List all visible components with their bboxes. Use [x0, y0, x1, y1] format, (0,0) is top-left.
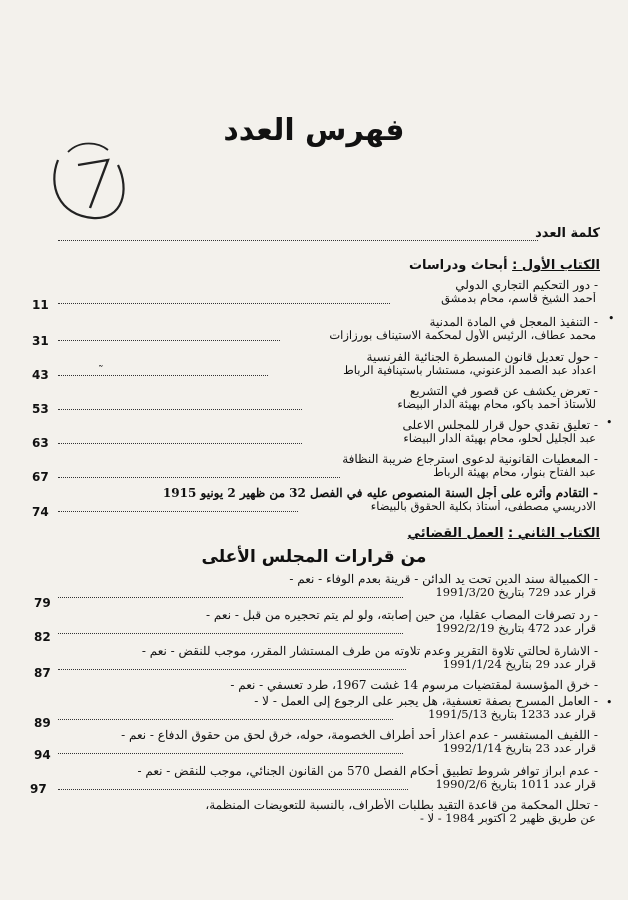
page-number: 82 — [34, 630, 51, 644]
entry-ref: قرار عدد 23 بتاريخ 1992/1/14 — [442, 742, 596, 756]
editorial-word: كلمة العدد — [535, 226, 600, 241]
page-number: 74 — [32, 505, 49, 519]
margin-mark: • — [606, 696, 613, 709]
entry-author: الادريسي مصطفى، أستاذ بكلية الحقوق بالبيضاء — [370, 500, 596, 514]
dotted-leader — [58, 511, 298, 512]
page-title: فهرس العدد — [223, 113, 405, 148]
entry-title: - التنفيذ المعجل في المادة المدنية — [429, 315, 598, 329]
toc-entry — [30, 678, 598, 692]
entry-title: - عدم ابراز توافر شروط تطبيق أحكام الفصل 570 من القانون الجنائي، موجب للنقض - نعم - — [137, 764, 598, 778]
entry-author: عبد الفتاح بنوار، محام بهيئة الرباط — [433, 466, 596, 480]
page-number: 31 — [32, 334, 49, 348]
dotted-leader — [58, 633, 403, 634]
entry-title: - اللفيف المستفسر - عدم اعذار أحد أطراف الخصومة، حوله، خرق لحق من حقوق الدفاع - نعم - — [121, 728, 598, 742]
page-number: 53 — [32, 402, 49, 416]
entry-ref: قرار عدد 729 بتاريخ 1991/3/20 — [435, 586, 596, 600]
section-header-1 — [409, 258, 600, 273]
toc-entry — [30, 315, 598, 343]
dotted-leader — [58, 477, 340, 478]
entry-title: - خرق المؤسسة لمقتضيات مرسوم 14 غشت 1967، طرد تعسفي - نعم - — [230, 678, 598, 692]
entry-title: - الاشارة لحالتي تلاوة التقرير وعدم تلاوته من طرف المستشار المقرر، موجب للنقض - نعم - — [141, 644, 598, 658]
entry-title: - تعرض يكشف عن قصور في التشريع — [409, 384, 598, 398]
entry-ref: عن طريق ظهير 2 اكتوبر 1984 - لا - — [419, 812, 596, 826]
entry-author: اعداد عبد الصمد الزعنوني، مستشار باستينافية الرباط — [343, 364, 596, 378]
page-number: 97 — [30, 782, 47, 796]
entry-ref: قرار عدد 1233 بتاريخ 1991/5/13 — [428, 708, 596, 722]
entry-title: - العامل المسرح بصفة تعسفية، هل يجبر على الرجوع إلى العمل - لا - — [254, 694, 598, 708]
dotted-leader — [58, 669, 406, 670]
toc-entry — [30, 278, 598, 306]
entry-title: - تعليق نقدي حول قرار للمجلس الاعلى — [402, 418, 598, 432]
entry-author: للأستاذ أحمد باكو، محام بهيئة الدار البيضاء — [397, 398, 596, 412]
entry-title: - تحلل المحكمة من قاعدة التقيد بطلبات الأطراف، بالنسبة للتعويضات المنظمة، — [205, 798, 598, 812]
page-number: 67 — [32, 470, 49, 484]
dotted-leader — [58, 340, 280, 341]
toc-entry — [30, 694, 598, 722]
toc-entry — [30, 486, 598, 514]
section-subtitle: من قرارات المجلس الأعلى — [201, 547, 427, 567]
entry-title: - دور التحكيم التجاري الدولي — [455, 278, 598, 292]
dotted-leader — [58, 303, 390, 304]
entry-title: - التقادم وأثره على أجل السنة المنصوص عليه في الفصل 32 من ظهير 2 يونيو 1915 — [162, 486, 598, 500]
dotted-leader — [58, 409, 302, 410]
dotted-leader — [58, 789, 408, 790]
dotted-leader — [58, 597, 403, 598]
toc-entry — [30, 452, 598, 480]
toc-entry — [30, 384, 598, 412]
entry-title: - رد تصرفات المصاب عقليا، من حين إصابته، ولو لم يتم تحجيره من قبل - نعم - — [206, 608, 598, 622]
page-number: 43 — [32, 368, 49, 382]
toc-entry — [30, 798, 598, 826]
entry-author: عبد الجليل لحلو، محام بهيئة الدار البيضاء — [403, 432, 596, 446]
dotted-leader — [58, 719, 393, 720]
entry-ref: قرار عدد 29 بتاريخ 1991/1/24 — [442, 658, 596, 672]
toc-entry — [30, 728, 598, 756]
page-number: 63 — [32, 436, 49, 450]
toc-entry — [30, 350, 598, 378]
section-label: الكتاب الثاني : — [508, 526, 600, 541]
section-name: العمل القضائي — [407, 526, 504, 541]
page-number: 87 — [34, 666, 51, 680]
dotted-leader — [58, 240, 538, 241]
page-number: 89 — [34, 716, 51, 730]
margin-mark: ˜ — [98, 364, 104, 377]
toc-entry — [30, 764, 598, 792]
toc-entry — [30, 572, 598, 600]
entry-ref: قرار عدد 472 بتاريخ 1992/2/19 — [435, 622, 596, 636]
page-number: 11 — [32, 298, 49, 312]
entry-ref: قرار عدد 1011 بتاريخ 1990/2/6 — [435, 778, 596, 792]
section-name: أبحاث ودراسات — [408, 258, 508, 273]
section-label: الكتاب الأول : — [512, 258, 600, 273]
entry-title: - الكمبيالة سند الدين تحت يد الدائن - قرينة بعدم الوفاء - نعم - — [289, 572, 598, 586]
toc-entry — [30, 418, 598, 446]
page-number: 79 — [34, 596, 51, 610]
margin-mark: • — [606, 416, 613, 429]
dotted-leader — [58, 753, 403, 754]
section-header-2 — [408, 526, 600, 541]
entry-author: محمد عطاف، الرئيس الأول لمحكمة الاستيناف بورزازات — [329, 329, 596, 343]
margin-mark: • — [608, 312, 615, 325]
page-number: 94 — [34, 748, 51, 762]
toc-entry — [30, 644, 598, 672]
entry-author: أحمد الشيخ قاسم، محام بدمشق — [441, 292, 596, 306]
dotted-leader — [58, 443, 302, 444]
toc-entry — [30, 608, 598, 636]
dotted-leader — [58, 375, 268, 376]
entry-title: - المعطيات القانونية لدعوى استرجاع ضريبة النظافة — [342, 452, 598, 466]
entry-title: - حول تعديل قانون المسطرة الجنائية الفرنسية — [366, 350, 598, 364]
